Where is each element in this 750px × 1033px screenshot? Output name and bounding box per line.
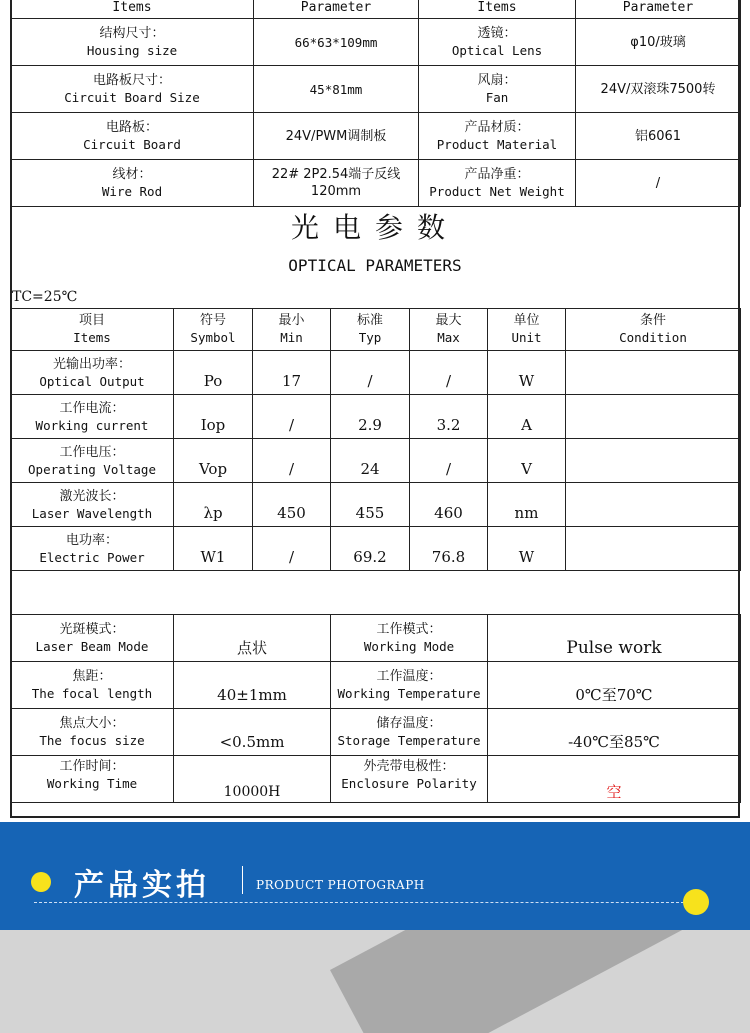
param-en: Laser Beam Mode [35,639,149,654]
param-cn: 焦距： [72,669,112,684]
item-en: Wire Rod [101,184,163,199]
unit-cell: A [488,395,566,439]
header-cell: Items [11,0,254,19]
max-cell: / [410,351,488,395]
item-cn: 电路板： [105,120,158,135]
param-value: 45*81mm [254,66,419,113]
param-en: Optical Output [39,373,145,389]
max-cell: 3.2 [410,395,488,439]
param-cn: 工作温度： [376,669,442,684]
param-cn: 工作时间： [59,759,125,774]
param-value: 22# 2P2.54端子反线 120mm [254,160,419,207]
param-value: 24V/双滚珠7500转 [576,66,741,113]
header-en: Condition [619,330,687,345]
banner-title-cn: 产品实拍 [74,868,210,903]
max-cell: 76.8 [410,527,488,571]
param-value: 66*63*109mm [254,19,419,66]
item-cn: 结构尺寸： [99,26,165,41]
test-condition-label: TC=25℃ [12,289,78,305]
param-en: Working Mode [363,639,455,654]
item-en: Optical Lens [451,43,543,58]
banner-divider [242,866,243,894]
header-en: Max [437,330,460,345]
item-cn: 产品净重： [464,167,530,182]
typ-cell: 455 [331,483,410,527]
optical-title-cn: 光电参数 [290,211,459,244]
param-value: 空 [488,756,741,803]
typ-cell: 69.2 [331,527,410,571]
header-en: Unit [511,330,542,345]
item-en: Product Material [436,137,558,152]
symbol-cell: Po [174,351,253,395]
header-cn: 标准 [356,313,383,328]
param-value: 0℃至70℃ [488,662,741,709]
param-value: -40℃至85℃ [488,709,741,756]
param-cn: 焦点大小： [59,716,125,731]
param-cn: 电功率： [65,532,118,548]
optical-title-en: OPTICAL PARAMETERS [288,256,462,275]
header-cell: Parameter [576,0,741,19]
banner-dashed-line [34,902,684,903]
item-en: Circuit Board Size [64,90,200,105]
item-cn: 透镜： [477,26,517,41]
symbol-cell: W1 [174,527,253,571]
param-en: Laser Wavelength [31,505,153,521]
param-en: The focus size [39,733,145,748]
param-cn: 储存温度： [376,716,442,731]
item-cn: 产品材质： [464,120,530,135]
typ-cell: 2.9 [331,395,410,439]
min-cell: / [253,439,331,483]
min-cell: / [253,527,331,571]
param-value: 10000H [174,756,331,803]
header-cn: 符号 [199,313,226,328]
param-cn: 工作模式： [376,622,442,637]
symbol-cell: λp [174,483,253,527]
param-cn: 工作电压： [59,444,125,460]
item-cn: 风扇： [477,73,517,88]
param-cn: 激光波长： [59,488,125,504]
unit-cell: W [488,351,566,395]
header-cn: 条件 [639,313,666,328]
param-value: Pulse work [488,615,741,662]
param-cn: 外壳带电极性： [363,759,455,774]
header-cell: Items [419,0,576,19]
param-en: Working Temperature [337,686,481,701]
product-photo [0,930,750,1033]
bullet-dot-icon [683,889,709,915]
symbol-cell: Vop [174,439,253,483]
bullet-dot-icon [31,872,51,892]
param-value: 点状 [174,615,331,662]
header-en: Typ [358,330,382,345]
item-cn: 线材： [112,167,152,182]
typ-cell: / [331,351,410,395]
item-en: Circuit Board [83,137,181,152]
param-value: 24V/PWM调制板 [254,113,419,160]
param-cn: 光斑模式： [59,622,125,637]
param-value: / [576,160,741,207]
section-banner [0,822,750,930]
max-cell: 460 [410,483,488,527]
header-cell: Parameter [254,0,419,19]
header-cn: 最大 [435,313,462,328]
header-en: Items [73,330,111,345]
header-en: Min [280,330,303,345]
header-en: Symbol [190,330,236,345]
param-value: 铝6061 [576,113,741,160]
typ-cell: 24 [331,439,410,483]
symbol-cell: Iop [174,395,253,439]
param-en: Working current [35,417,149,433]
item-en: Housing size [86,43,178,58]
max-cell: / [410,439,488,483]
banner-title-en: PRODUCT PHOTOGRAPH [256,878,425,892]
min-cell: 17 [253,351,331,395]
param-cn: 工作电流： [59,400,125,416]
min-cell: / [253,395,331,439]
header-cn: 单位 [513,313,540,328]
unit-cell: nm [488,483,566,527]
param-en: Enclosure Polarity [341,776,477,791]
param-en: Working Time [46,776,138,791]
unit-cell: V [488,439,566,483]
param-cn: 光输出功率： [52,356,131,372]
param-value: <0.5mm [174,709,331,756]
param-en: Electric Power [39,549,145,565]
product-plate-shape [330,930,682,1033]
header-cn: 项目 [78,313,105,328]
param-en: Operating Voltage [28,461,156,477]
header-cn: 最小 [278,313,305,328]
item-en: Fan [485,90,509,105]
min-cell: 450 [253,483,331,527]
param-en: Storage Temperature [337,733,481,748]
unit-cell: W [488,527,566,571]
param-value: 40±1mm [174,662,331,709]
sheet-border [10,0,740,818]
item-en: Product Net Weight [429,184,565,199]
param-en: The focal length [31,686,153,701]
item-cn: 电路板尺寸： [92,73,171,88]
param-value: φ10/玻璃 [576,19,741,66]
